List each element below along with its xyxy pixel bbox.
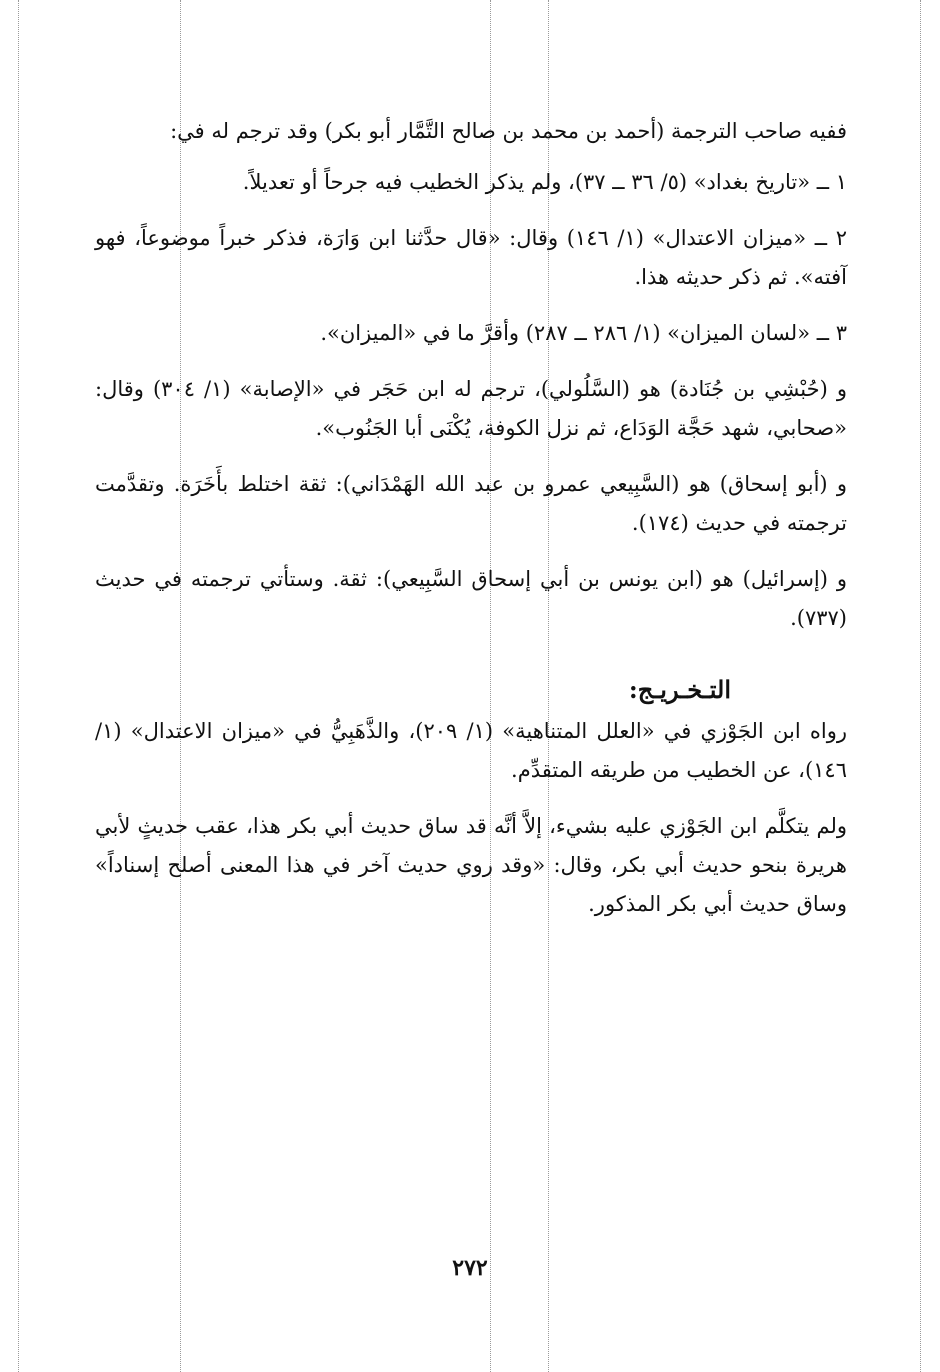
margin-guide-line xyxy=(18,0,19,1372)
source-item-1: ١ ــ «تاريخ بغداد» (٥/ ٣٦ ــ ٣٧)، ولم يذكر الخطيب فيه جرحاً أو تعديلاً. xyxy=(242,170,847,194)
page-number: ٢٧٢ xyxy=(452,1255,488,1281)
narrator-paragraph-israil: و (إسرائيل) هو (ابن يونس بن أبي إسحاق السَّبِيعي): ثقة. وستأتي ترجمته في حديث (٧٣٧). xyxy=(95,567,847,630)
source-item-2: ٢ ــ «ميزان الاعتدال» (١/ ١٤٦) وقال: «قال حدَّثنا ابن وَارَة، فذكر خبراً موضوعاً، فهو آفته». ثم ذكر حديثه هذا. xyxy=(95,226,847,289)
commentary-paragraph: ولم يتكلَّم ابن الجَوْزي عليه بشيء، إلاَّ أنَّه قد ساق حديث أبي بكر هذا، عقب حديثٍ لأبي هريرة بنحو حديث أبي بكر، وقال: «وقد روي حديث آخر في هذا المعنى أصلح إسناداً» وساق حديث أبي بكر المذكور. xyxy=(95,814,847,916)
document-page xyxy=(95,112,847,941)
takhrij-heading: التـخـريـج: xyxy=(628,675,731,704)
intro-paragraph: ففيه صاحب الترجمة (أحمد بن محمد بن صالح التَّمَّار أبو بكر) وقد ترجم له في: xyxy=(170,119,847,143)
takhrij-paragraph: رواه ابن الجَوْزي في «العلل المتناهية» (١/ ٢٠٩)، والذَّهَبِيُّ في «ميزان الاعتدال» (١/ ١٤٦)، عن الخطيب من طريقه المتقدِّم. xyxy=(95,719,847,782)
narrator-paragraph-hubshi: و (حُبْشِي بن جُنَادة) هو (السَّلُولي)، ترجم له ابن حَجَر في «الإصابة» (١/ ٣٠٤) وقال: «صحابي، شهد حَجَّة الوَدَاع، ثم نزل الكوفة، يُكْنَى أبا الجَنُوب». xyxy=(95,377,847,440)
source-item-3: ٣ ــ «لسان الميزان» (١/ ٢٨٦ ــ ٢٨٧) وأقرَّ ما في «الميزان». xyxy=(320,321,847,345)
margin-guide-line xyxy=(920,0,921,1372)
narrator-paragraph-abu-ishaq: و (أبو إسحاق) هو (السَّبِيعي عمرو بن عبد الله الهَمْدَاني): ثقة اختلط بأَخَرَة. وتقدَّمت ترجمته في حديث (١٧٤). xyxy=(95,472,847,535)
